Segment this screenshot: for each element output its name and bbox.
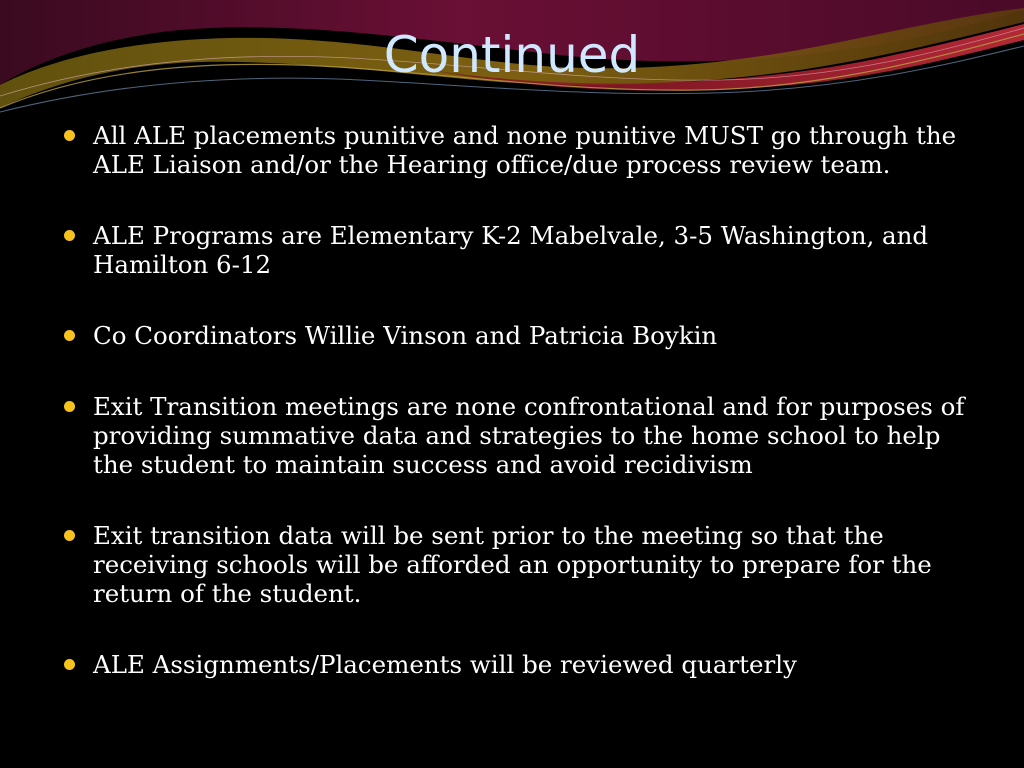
bullet-item (62, 221, 982, 279)
bullet-dot-icon (64, 659, 75, 670)
bullet-text: Exit transition data will be sent prior to the meeting so that the receiving schools will be afforded an opportunity to prepare for the return of the student. (93, 521, 932, 608)
slide-title: Continued (383, 26, 641, 84)
bullet-dot-icon (64, 401, 75, 412)
bullet-text: All ALE placements punitive and none punitive MUST go through the ALE Liaison and/or the Hearing office/due process review team. (93, 121, 957, 179)
bullet-text: Exit Transition meetings are none confrontational and for purposes of providing summative data and strategies to the home school to help the student to maintain success and avoid recidivism (93, 392, 965, 479)
bullet-dot-icon (64, 530, 75, 541)
bullet-dot-icon (64, 330, 75, 341)
bullet-text: Co Coordinators Willie Vinson and Patricia Boykin (93, 321, 718, 350)
bullet-dot-icon (64, 130, 75, 141)
bullet-item (62, 650, 982, 679)
bullet-item (62, 392, 982, 479)
bullet-item (62, 121, 982, 179)
bullet-item (62, 521, 982, 608)
bullet-item (62, 321, 982, 350)
bullet-dot-icon (64, 230, 75, 241)
bullet-text: ALE Programs are Elementary K-2 Mabelvale, 3-5 Washington, and Hamilton 6-12 (93, 221, 929, 279)
bullet-text: ALE Assignments/Placements will be reviewed quarterly (93, 650, 797, 679)
bullet-list (62, 121, 982, 721)
